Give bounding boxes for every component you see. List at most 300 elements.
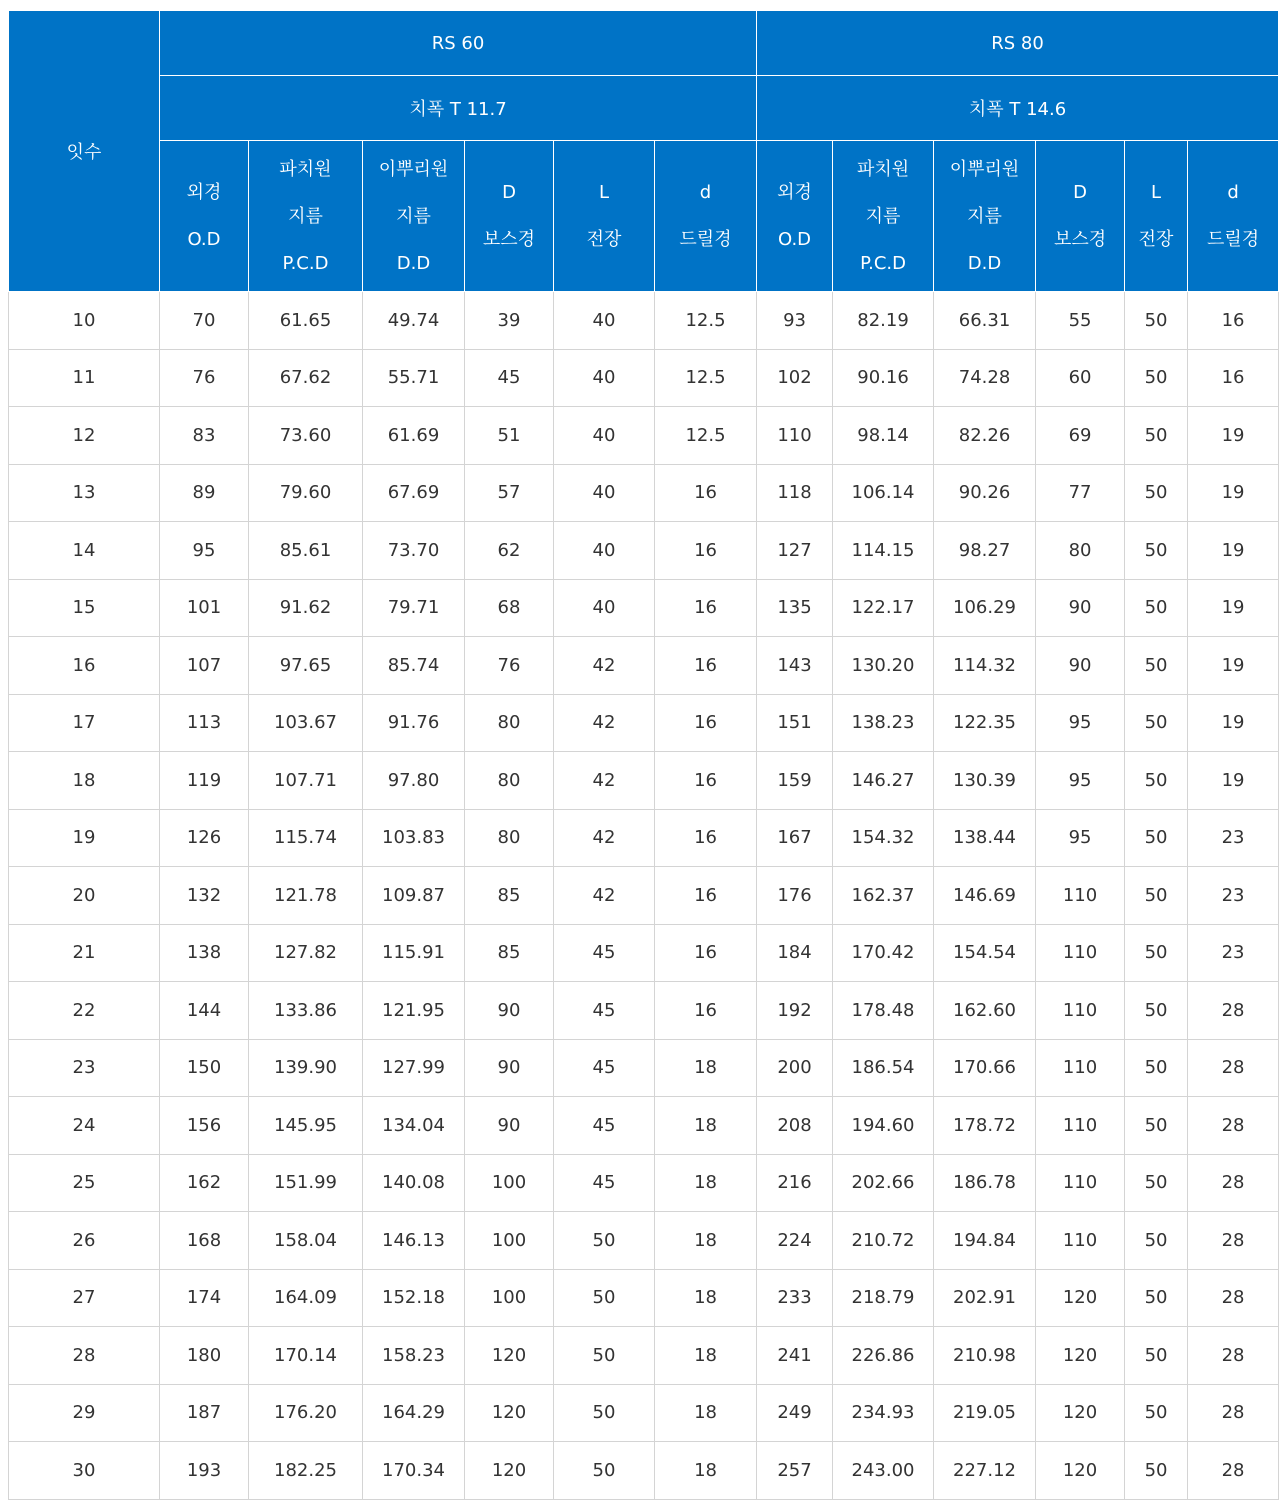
value-cell: 49.74: [363, 292, 465, 350]
value-cell: 93: [757, 292, 833, 350]
value-cell: 133.86: [249, 982, 363, 1040]
value-cell: 50: [1125, 1269, 1188, 1327]
value-cell: 233: [757, 1269, 833, 1327]
value-cell: 113: [160, 694, 249, 752]
value-cell: 107: [160, 637, 249, 695]
value-cell: 170.42: [833, 924, 934, 982]
table-row: [9, 924, 1279, 982]
teeth-cell: 15: [9, 579, 160, 637]
value-cell: 18: [655, 1384, 757, 1442]
value-cell: 110: [1036, 1039, 1125, 1097]
value-cell: 144: [160, 982, 249, 1040]
value-cell: 210.72: [833, 1212, 934, 1270]
value-cell: 62: [465, 522, 554, 580]
value-cell: 120: [465, 1327, 554, 1385]
value-cell: 50: [554, 1269, 655, 1327]
value-cell: 156: [160, 1097, 249, 1155]
value-cell: 119: [160, 752, 249, 810]
value-cell: 50: [1125, 1442, 1188, 1500]
column-header-line: D.D: [967, 252, 1002, 274]
teeth-cell: 13: [9, 464, 160, 522]
value-cell: 110: [1036, 924, 1125, 982]
value-cell: 176: [757, 867, 833, 925]
value-cell: 130.39: [934, 752, 1036, 810]
value-cell: 103.83: [363, 809, 465, 867]
teeth-cell: 17: [9, 694, 160, 752]
column-header-line: 드릴경: [1206, 229, 1260, 250]
value-cell: 50: [1125, 924, 1188, 982]
column-header-line: 지름: [865, 205, 901, 227]
value-cell: 50: [1125, 867, 1188, 925]
value-cell: 80: [1036, 522, 1125, 580]
value-cell: 95: [1036, 809, 1125, 867]
value-cell: 79.60: [249, 464, 363, 522]
teeth-cell: 23: [9, 1039, 160, 1097]
value-cell: 121.95: [363, 982, 465, 1040]
value-cell: 50: [1125, 809, 1188, 867]
value-cell: 127.82: [249, 924, 363, 982]
value-cell: 28: [1188, 1327, 1279, 1385]
value-cell: 145.95: [249, 1097, 363, 1155]
value-cell: 174: [160, 1269, 249, 1327]
column-header-line: 외경: [186, 182, 222, 203]
table-row: [9, 407, 1279, 465]
value-cell: 80: [465, 752, 554, 810]
column-header-line: 드릴경: [679, 229, 732, 250]
value-cell: 164.29: [363, 1384, 465, 1442]
value-cell: 216: [757, 1154, 833, 1212]
teeth-cell: 16: [9, 637, 160, 695]
value-cell: 159: [757, 752, 833, 810]
value-cell: 90.16: [833, 349, 934, 407]
teeth-cell: 10: [9, 292, 160, 350]
value-cell: 187: [160, 1384, 249, 1442]
value-cell: 234.93: [833, 1384, 934, 1442]
value-cell: 249: [757, 1384, 833, 1442]
value-cell: 90: [1036, 579, 1125, 637]
value-cell: 16: [655, 522, 757, 580]
table-row: [9, 1212, 1279, 1270]
value-cell: 85.74: [363, 637, 465, 695]
value-cell: 76: [465, 637, 554, 695]
column-header-line: 외경: [777, 182, 812, 203]
value-cell: 40: [554, 407, 655, 465]
table-row: [9, 292, 1279, 350]
value-cell: 60: [1036, 349, 1125, 407]
table-body: [9, 292, 1279, 1500]
value-cell: 50: [554, 1212, 655, 1270]
value-cell: 146.27: [833, 752, 934, 810]
sprocket-spec-table: [8, 10, 1279, 1500]
value-cell: 90: [465, 1097, 554, 1155]
value-cell: 140.08: [363, 1154, 465, 1212]
column-header-rs80-length: [1125, 141, 1188, 292]
value-cell: 122.17: [833, 579, 934, 637]
value-cell: 110: [1036, 982, 1125, 1040]
table-row: [9, 1269, 1279, 1327]
table-row: [9, 522, 1279, 580]
value-cell: 202.91: [934, 1269, 1036, 1327]
value-cell: 151.99: [249, 1154, 363, 1212]
value-cell: 70: [160, 292, 249, 350]
value-cell: 100: [465, 1212, 554, 1270]
value-cell: 194.84: [934, 1212, 1036, 1270]
value-cell: 158.04: [249, 1212, 363, 1270]
value-cell: 50: [1125, 579, 1188, 637]
teeth-cell: 30: [9, 1442, 160, 1500]
value-cell: 95: [1036, 694, 1125, 752]
value-cell: 85.61: [249, 522, 363, 580]
value-cell: 91.76: [363, 694, 465, 752]
value-cell: 186.54: [833, 1039, 934, 1097]
value-cell: 170.14: [249, 1327, 363, 1385]
value-cell: 98.27: [934, 522, 1036, 580]
column-header-line: D: [1073, 182, 1087, 203]
value-cell: 193: [160, 1442, 249, 1500]
value-cell: 103.67: [249, 694, 363, 752]
value-cell: 66.31: [934, 292, 1036, 350]
value-cell: 16: [655, 694, 757, 752]
teeth-cell: 12: [9, 407, 160, 465]
value-cell: 28: [1188, 982, 1279, 1040]
value-cell: 110: [1036, 867, 1125, 925]
column-header-line: O.D: [778, 229, 812, 250]
value-cell: 138.44: [934, 809, 1036, 867]
value-cell: 146.13: [363, 1212, 465, 1270]
value-cell: 115.74: [249, 809, 363, 867]
value-cell: 127.99: [363, 1039, 465, 1097]
value-cell: 42: [554, 752, 655, 810]
column-header-line: D: [502, 182, 516, 203]
value-cell: 55.71: [363, 349, 465, 407]
value-cell: 110: [1036, 1097, 1125, 1155]
value-cell: 23: [1188, 809, 1279, 867]
value-cell: 19: [1188, 464, 1279, 522]
value-cell: 120: [1036, 1327, 1125, 1385]
value-cell: 170.66: [934, 1039, 1036, 1097]
column-header-rs80-drill: [1188, 141, 1279, 292]
teeth-cell: 18: [9, 752, 160, 810]
value-cell: 241: [757, 1327, 833, 1385]
value-cell: 42: [554, 694, 655, 752]
teeth-cell: 24: [9, 1097, 160, 1155]
value-cell: 100: [465, 1269, 554, 1327]
value-cell: 40: [554, 464, 655, 522]
value-cell: 18: [655, 1097, 757, 1155]
value-cell: 18: [655, 1442, 757, 1500]
value-cell: 40: [554, 579, 655, 637]
value-cell: 85: [465, 924, 554, 982]
value-cell: 50: [1125, 407, 1188, 465]
value-cell: 89: [160, 464, 249, 522]
table-row: [9, 867, 1279, 925]
value-cell: 102: [757, 349, 833, 407]
value-cell: 167: [757, 809, 833, 867]
value-cell: 50: [1125, 1212, 1188, 1270]
value-cell: 95: [160, 522, 249, 580]
value-cell: 28: [1188, 1269, 1279, 1327]
group-header-rs60: RS 60: [160, 11, 757, 76]
teeth-cell: 29: [9, 1384, 160, 1442]
value-cell: 257: [757, 1442, 833, 1500]
column-header-rs60-drill: [655, 141, 757, 292]
value-cell: 91.62: [249, 579, 363, 637]
value-cell: 139.90: [249, 1039, 363, 1097]
value-cell: 118: [757, 464, 833, 522]
column-header-rs60-pcd: [249, 141, 363, 292]
width-header-rs60: 치폭 T 11.7: [160, 76, 757, 141]
value-cell: 12.5: [655, 407, 757, 465]
table-row: [9, 579, 1279, 637]
value-cell: 194.60: [833, 1097, 934, 1155]
teeth-cell: 20: [9, 867, 160, 925]
value-cell: 55: [1036, 292, 1125, 350]
value-cell: 50: [1125, 522, 1188, 580]
column-header-rs80-od: [757, 141, 833, 292]
column-header-line: P.C.D: [282, 252, 329, 274]
value-cell: 226.86: [833, 1327, 934, 1385]
value-cell: 168: [160, 1212, 249, 1270]
value-cell: 85: [465, 867, 554, 925]
value-cell: 110: [757, 407, 833, 465]
value-cell: 106.29: [934, 579, 1036, 637]
table-row: [9, 1154, 1279, 1212]
column-header-line: L: [598, 182, 610, 203]
value-cell: 69: [1036, 407, 1125, 465]
value-cell: 50: [554, 1327, 655, 1385]
value-cell: 18: [655, 1154, 757, 1212]
column-header-rs60-length: [554, 141, 655, 292]
value-cell: 50: [1125, 637, 1188, 695]
value-cell: 138.23: [833, 694, 934, 752]
value-cell: 45: [554, 982, 655, 1040]
value-cell: 120: [465, 1442, 554, 1500]
value-cell: 74.28: [934, 349, 1036, 407]
value-cell: 162.60: [934, 982, 1036, 1040]
value-cell: 138: [160, 924, 249, 982]
value-cell: 110: [1036, 1212, 1125, 1270]
value-cell: 132: [160, 867, 249, 925]
column-header-line: 파치원: [279, 158, 332, 180]
value-cell: 151: [757, 694, 833, 752]
value-cell: 162: [160, 1154, 249, 1212]
value-cell: 127: [757, 522, 833, 580]
value-cell: 68: [465, 579, 554, 637]
column-header-line: 지름: [396, 205, 431, 227]
value-cell: 76: [160, 349, 249, 407]
value-cell: 45: [554, 1039, 655, 1097]
value-cell: 19: [1188, 752, 1279, 810]
value-cell: 42: [554, 867, 655, 925]
teeth-cell: 11: [9, 349, 160, 407]
value-cell: 16: [655, 637, 757, 695]
value-cell: 50: [554, 1384, 655, 1442]
value-cell: 16: [1188, 292, 1279, 350]
column-header-line: 보스경: [1053, 229, 1107, 250]
table-row: [9, 464, 1279, 522]
value-cell: 50: [1125, 349, 1188, 407]
value-cell: 79.71: [363, 579, 465, 637]
value-cell: 110: [1036, 1154, 1125, 1212]
teeth-cell: 27: [9, 1269, 160, 1327]
column-header-line: 지름: [967, 205, 1002, 227]
value-cell: 83: [160, 407, 249, 465]
value-cell: 90: [465, 982, 554, 1040]
value-cell: 12.5: [655, 292, 757, 350]
value-cell: 39: [465, 292, 554, 350]
value-cell: 28: [1188, 1154, 1279, 1212]
value-cell: 126: [160, 809, 249, 867]
value-cell: 50: [1125, 292, 1188, 350]
value-cell: 40: [554, 522, 655, 580]
value-cell: 227.12: [934, 1442, 1036, 1500]
value-cell: 192: [757, 982, 833, 1040]
value-cell: 184: [757, 924, 833, 982]
value-cell: 80: [465, 809, 554, 867]
value-cell: 61.69: [363, 407, 465, 465]
value-cell: 180: [160, 1327, 249, 1385]
value-cell: 120: [1036, 1269, 1125, 1327]
value-cell: 218.79: [833, 1269, 934, 1327]
value-cell: 50: [1125, 464, 1188, 522]
value-cell: 16: [655, 464, 757, 522]
value-cell: 16: [655, 579, 757, 637]
table-row: [9, 349, 1279, 407]
value-cell: 18: [655, 1212, 757, 1270]
value-cell: 200: [757, 1039, 833, 1097]
value-cell: 122.35: [934, 694, 1036, 752]
teeth-cell: 22: [9, 982, 160, 1040]
column-header-line: 지름: [288, 205, 323, 227]
column-header-line: 이뿌리원: [378, 158, 449, 180]
column-header-line: 이뿌리원: [949, 158, 1020, 180]
teeth-cell: 21: [9, 924, 160, 982]
table-row: [9, 1327, 1279, 1385]
value-cell: 19: [1188, 522, 1279, 580]
value-cell: 61.65: [249, 292, 363, 350]
column-header-line: 파치원: [856, 158, 910, 180]
value-cell: 73.60: [249, 407, 363, 465]
table-row: [9, 809, 1279, 867]
value-cell: 115.91: [363, 924, 465, 982]
value-cell: 182.25: [249, 1442, 363, 1500]
value-cell: 23: [1188, 867, 1279, 925]
value-cell: 50: [554, 1442, 655, 1500]
value-cell: 150: [160, 1039, 249, 1097]
value-cell: 219.05: [934, 1384, 1036, 1442]
teeth-cell: 26: [9, 1212, 160, 1270]
table-row: [9, 982, 1279, 1040]
column-header-rs60-dd: [363, 141, 465, 292]
column-header-rs80-pcd: [833, 141, 934, 292]
column-header-rs80-boss: [1036, 141, 1125, 292]
value-cell: 18: [655, 1327, 757, 1385]
value-cell: 16: [655, 867, 757, 925]
value-cell: 67.69: [363, 464, 465, 522]
value-cell: 143: [757, 637, 833, 695]
value-cell: 18: [655, 1039, 757, 1097]
width-header-rs80: 치폭 T 14.6: [757, 76, 1279, 141]
column-header-line: O.D: [187, 229, 221, 250]
value-cell: 178.48: [833, 982, 934, 1040]
column-header-line: D.D: [396, 252, 431, 274]
column-header-line: P.C.D: [860, 252, 906, 274]
value-cell: 50: [1125, 1039, 1188, 1097]
value-cell: 90: [465, 1039, 554, 1097]
value-cell: 134.04: [363, 1097, 465, 1155]
value-cell: 224: [757, 1212, 833, 1270]
value-cell: 23: [1188, 924, 1279, 982]
value-cell: 19: [1188, 579, 1279, 637]
value-cell: 16: [655, 752, 757, 810]
table-header: [9, 11, 1279, 292]
value-cell: 170.34: [363, 1442, 465, 1500]
value-cell: 208: [757, 1097, 833, 1155]
value-cell: 101: [160, 579, 249, 637]
value-cell: 158.23: [363, 1327, 465, 1385]
table-row: [9, 1384, 1279, 1442]
value-cell: 16: [655, 982, 757, 1040]
value-cell: 90.26: [934, 464, 1036, 522]
value-cell: 57: [465, 464, 554, 522]
value-cell: 50: [1125, 694, 1188, 752]
teeth-cell: 14: [9, 522, 160, 580]
value-cell: 121.78: [249, 867, 363, 925]
column-header-line: d: [1227, 182, 1239, 203]
table-row: [9, 752, 1279, 810]
value-cell: 12.5: [655, 349, 757, 407]
value-cell: 16: [655, 924, 757, 982]
value-cell: 45: [554, 924, 655, 982]
value-cell: 19: [1188, 694, 1279, 752]
value-cell: 50: [1125, 752, 1188, 810]
value-cell: 97.65: [249, 637, 363, 695]
column-header-line: 보스경: [482, 229, 536, 250]
value-cell: 210.98: [934, 1327, 1036, 1385]
value-cell: 19: [1188, 637, 1279, 695]
value-cell: 77: [1036, 464, 1125, 522]
value-cell: 19: [1188, 407, 1279, 465]
value-cell: 28: [1188, 1384, 1279, 1442]
value-cell: 97.80: [363, 752, 465, 810]
value-cell: 176.20: [249, 1384, 363, 1442]
table-row: [9, 1097, 1279, 1155]
value-cell: 16: [655, 809, 757, 867]
value-cell: 18: [655, 1269, 757, 1327]
teeth-cell: 28: [9, 1327, 160, 1385]
value-cell: 120: [1036, 1442, 1125, 1500]
value-cell: 95: [1036, 752, 1125, 810]
table-row: [9, 694, 1279, 752]
value-cell: 16: [1188, 349, 1279, 407]
value-cell: 106.14: [833, 464, 934, 522]
value-cell: 73.70: [363, 522, 465, 580]
value-cell: 107.71: [249, 752, 363, 810]
value-cell: 114.15: [833, 522, 934, 580]
value-cell: 114.32: [934, 637, 1036, 695]
value-cell: 50: [1125, 1327, 1188, 1385]
value-cell: 154.32: [833, 809, 934, 867]
value-cell: 45: [554, 1154, 655, 1212]
value-cell: 178.72: [934, 1097, 1036, 1155]
value-cell: 243.00: [833, 1442, 934, 1500]
value-cell: 40: [554, 292, 655, 350]
value-cell: 45: [465, 349, 554, 407]
value-cell: 45: [554, 1097, 655, 1155]
value-cell: 42: [554, 809, 655, 867]
column-header-line: d: [699, 182, 712, 203]
value-cell: 90: [1036, 637, 1125, 695]
